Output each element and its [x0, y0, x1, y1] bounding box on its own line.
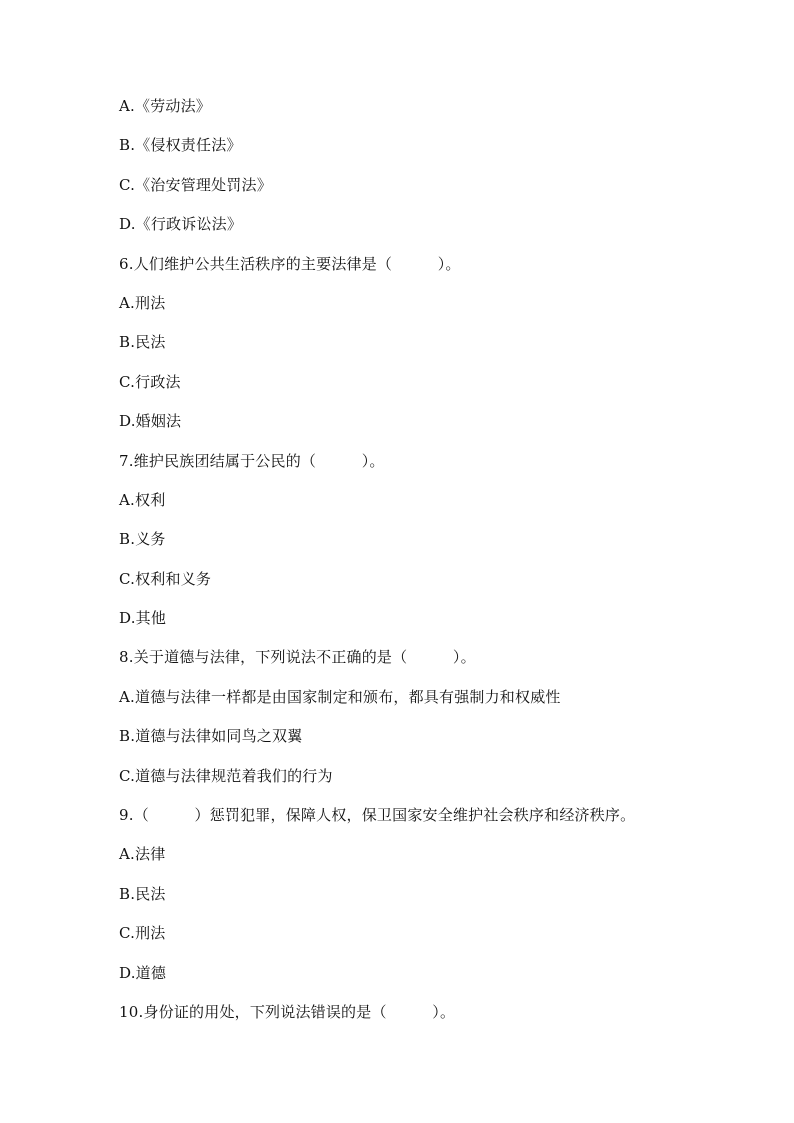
- question-7-option-d: D.其他: [119, 609, 167, 628]
- question-9-option-c: C.刑法: [119, 924, 166, 943]
- question-8-option-a: A.道德与法律一样都是由国家制定和颁布，都具有强制力和权威性: [119, 687, 561, 706]
- question-6-option-d: D.婚姻法: [119, 412, 182, 431]
- question-9: 9.（ ）惩罚犯罪，保障人权，保卫国家安全维护社会秩序和经济秩序。: [119, 806, 636, 825]
- question-7-option-b: B.义务: [119, 530, 166, 549]
- option-c-public-security-law: C.《治安管理处罚法》: [119, 175, 272, 194]
- question-content: [119, 95, 719, 1040]
- question-9-option-b: B.民法: [119, 884, 166, 903]
- question-6-option-b: B.民法: [119, 333, 166, 352]
- option-a-labor-law: A.《劳动法》: [119, 97, 212, 115]
- option-b-tort-law: B.《侵权责任法》: [119, 136, 242, 155]
- question-6-option-c: C.行政法: [119, 372, 181, 391]
- question-8: 8.关于道德与法律，下列说法不正确的是（ ）。: [119, 648, 476, 667]
- question-7-option-c: C.权利和义务: [119, 569, 212, 588]
- question-6: 6.人们维护公共生活秩序的主要法律是（ ）。: [119, 254, 461, 273]
- option-d-administrative-litigation-law: D.《行政诉讼法》: [119, 215, 243, 234]
- question-9-option-d: D.道德: [119, 963, 167, 982]
- question-7-option-a: A.权利: [119, 490, 166, 509]
- question-10: 10.身份证的用处，下列说法错误的是（ ）。: [119, 1002, 456, 1021]
- question-6-option-a: A.刑法: [119, 293, 166, 312]
- question-8-option-b: B.道德与法律如同鸟之双翼: [119, 727, 303, 746]
- question-8-option-c: C.道德与法律规范着我们的行为: [119, 766, 333, 785]
- question-9-option-a: A.法律: [119, 845, 166, 864]
- question-7: 7.维护民族团结属于公民的（ ）。: [119, 451, 385, 470]
